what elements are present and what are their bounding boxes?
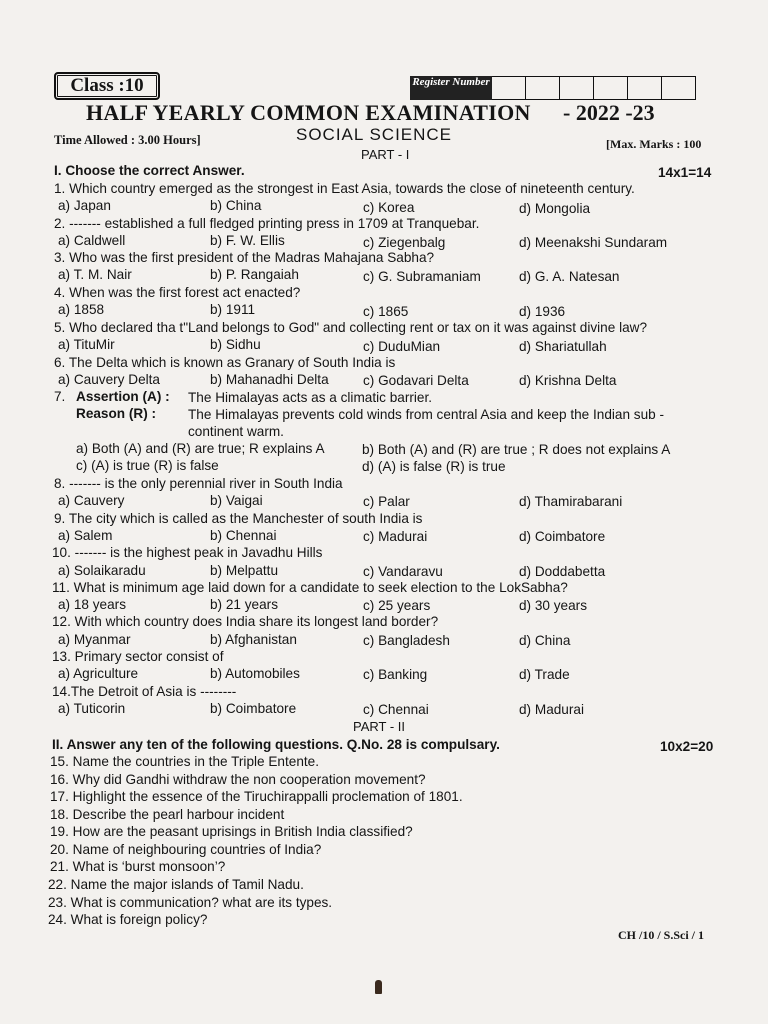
option-c: c) Bangladesh xyxy=(363,633,450,648)
question-8: 8. ------- is the only perennial river in South India xyxy=(54,476,343,491)
option-a: a) Solaikaradu xyxy=(58,563,146,578)
question-5: 5. Who declared tha t"Land belongs to God" and collecting rent or tax on it was against divine law? xyxy=(54,320,648,335)
assertion-label: Assertion (A) : xyxy=(76,389,170,404)
reason-label: Reason (R) : xyxy=(76,406,157,421)
register-number-label: Register Number xyxy=(410,76,492,100)
option-d: d) Mongolia xyxy=(519,201,591,216)
part-one-heading: PART - I xyxy=(361,147,410,162)
question-12: 12. With which country does India share its longest land border? xyxy=(52,614,439,629)
option-b: b) F. W. Ellis xyxy=(210,233,285,248)
section-one-heading: I. Choose the correct Answer. xyxy=(54,163,245,178)
part-two-heading: PART - II xyxy=(353,719,406,734)
question-22: 22. Name the major islands of Tamil Nadu. xyxy=(48,877,304,892)
option-c: c) 25 years xyxy=(363,598,431,613)
option-b: b) 1911 xyxy=(210,302,256,317)
option-a: a) Myanmar xyxy=(58,632,131,647)
option-d: d) 1936 xyxy=(519,304,566,319)
option-d: d) Krishna Delta xyxy=(519,373,617,388)
option-b: b) P. Rangaiah xyxy=(210,267,299,282)
option-c: c) Banking xyxy=(363,667,428,682)
question-3: 3. Who was the first president of the Madras Mahajana Sabha? xyxy=(54,250,435,265)
option-c: c) Palar xyxy=(363,494,410,509)
option-a: a) Japan xyxy=(58,198,111,213)
option-c: c) DuduMian xyxy=(363,339,441,354)
question-18: 18. Describe the pearl harbour incident xyxy=(50,807,285,822)
question-4: 4. When was the first forest act enacted? xyxy=(54,285,301,300)
exam-year: - 2022 -23 xyxy=(563,100,655,125)
question-17: 17. Highlight the essence of the Tiruchirappalli proclemation of 1801. xyxy=(50,789,463,804)
option-b: b) Melpattu xyxy=(210,563,279,578)
option-a: a) Caldwell xyxy=(58,233,126,248)
question-20: 20. Name of neighbouring countries of India? xyxy=(50,842,322,857)
option-b: b) Chennai xyxy=(210,528,277,543)
question-23: 23. What is communication? what are its types. xyxy=(48,895,333,910)
question-2: 2. ------- established a full fledged printing press in 1709 at Tranquebar. xyxy=(54,216,480,231)
exam-title: HALF YEARLY COMMON EXAMINATION xyxy=(86,100,531,125)
question-14: 14.The Detroit of Asia is -------- xyxy=(52,684,237,699)
option-a: a) 18 years xyxy=(58,597,127,612)
option-a: a) Agriculture xyxy=(58,666,139,681)
max-marks: [Max. Marks : 100 xyxy=(606,137,702,151)
option-d: d) Trade xyxy=(519,667,570,682)
option-b: b) Vaigai xyxy=(210,493,263,508)
option-c: c) Ziegenbalg xyxy=(363,235,446,250)
question-6: 6. The Delta which is known as Granary of South India is xyxy=(54,355,396,370)
register-digit-cell[interactable] xyxy=(628,76,662,100)
question-10: 10. ------- is the highest peak in Javadhu Hills xyxy=(52,545,323,560)
option-d: d) Madurai xyxy=(519,702,584,717)
question-15: 15. Name the countries in the Triple Entente. xyxy=(50,754,320,769)
time-allowed: Time Allowed : 3.00 Hours] xyxy=(54,133,201,147)
register-number-box xyxy=(410,76,696,100)
option-b: b) Afghanistan xyxy=(210,632,297,647)
question-13: 13. Primary sector consist of xyxy=(52,649,224,664)
option-b: b) Automobiles xyxy=(210,666,300,681)
option-d: d) Doddabetta xyxy=(519,564,606,579)
option-d: d) G. A. Natesan xyxy=(519,269,620,284)
register-digit-cell[interactable] xyxy=(526,76,560,100)
option-d: d) China xyxy=(519,633,571,648)
option-b: b) 21 years xyxy=(210,597,279,612)
subject-title: SOCIAL SCIENCE xyxy=(296,125,453,144)
section-one-marks: 14x1=14 xyxy=(658,165,712,180)
assertion-text: The Himalayas acts as a climatic barrier. xyxy=(188,390,433,405)
question-19: 19. How are the peasant uprisings in British India classified? xyxy=(50,824,413,839)
option-d: d) Thamirabarani xyxy=(519,494,623,509)
register-digit-cell[interactable] xyxy=(560,76,594,100)
section-two-marks: 10x2=20 xyxy=(660,739,714,754)
option-b: b) Mahanadhi Delta xyxy=(210,372,329,387)
option-b: b) Sidhu xyxy=(210,337,261,352)
question-9: 9. The city which is called as the Manchester of south India is xyxy=(54,511,423,526)
option-b: b) China xyxy=(210,198,262,213)
reason-text: The Himalayas prevents cold winds from central Asia and keep the Indian sub - xyxy=(188,407,665,422)
option-c: c) Korea xyxy=(363,200,415,215)
ink-mark xyxy=(375,980,382,994)
option-c: c) Chennai xyxy=(363,702,429,717)
register-digit-cell[interactable] xyxy=(662,76,696,100)
reason-text-continued: continent warm. xyxy=(188,424,284,439)
option-d: d) 30 years xyxy=(519,598,588,613)
page-footer-code: CH /10 / S.Sci / 1 xyxy=(618,928,705,942)
option-d: d) (A) is false (R) is true xyxy=(362,459,506,474)
section-two-heading: II. Answer any ten of the following questions. Q.No. 28 is compulsary. xyxy=(52,737,500,752)
option-c: c) G. Subramaniam xyxy=(363,269,481,284)
option-d: d) Shariatullah xyxy=(519,339,607,354)
option-c: c) 1865 xyxy=(363,304,409,319)
option-c: c) Madurai xyxy=(363,529,428,544)
question-16: 16. Why did Gandhi withdraw the non cooperation movement? xyxy=(50,772,426,787)
option-a: a) 1858 xyxy=(58,302,105,317)
class-label: Class :10 xyxy=(54,72,160,100)
option-c: c) Godavari Delta xyxy=(363,373,469,388)
question-24: 24. What is foreign policy? xyxy=(48,912,208,927)
question-11: 11. What is minimum age laid down for a candidate to seek election to the LokSabha? xyxy=(52,580,568,595)
question-1: 1. Which country emerged as the strongest in East Asia, towards the close of nineteenth century. xyxy=(54,181,635,196)
option-a: a) Cauvery Delta xyxy=(58,372,160,387)
option-a: a) Both (A) and (R) are true; R explains A xyxy=(76,441,325,456)
question-7-number: 7. xyxy=(54,389,66,404)
option-a: a) Tuticorin xyxy=(58,701,126,716)
option-d: d) Coimbatore xyxy=(519,529,606,544)
option-a: a) Salem xyxy=(58,528,113,543)
option-b: b) Coimbatore xyxy=(210,701,297,716)
option-c: c) Vandaravu xyxy=(363,564,443,579)
option-a: a) Cauvery xyxy=(58,493,125,508)
option-d: d) Meenakshi Sundaram xyxy=(519,235,668,250)
register-digit-cell[interactable] xyxy=(594,76,628,100)
register-digit-cell[interactable] xyxy=(492,76,526,100)
option-c: c) (A) is true (R) is false xyxy=(76,458,219,473)
option-a: a) T. M. Nair xyxy=(58,267,132,282)
option-a: a) TituMir xyxy=(58,337,115,352)
option-b: b) Both (A) and (R) are true ; R does not explains A xyxy=(362,442,671,457)
question-21: 21. What is ‘burst monsoon’? xyxy=(50,859,226,874)
